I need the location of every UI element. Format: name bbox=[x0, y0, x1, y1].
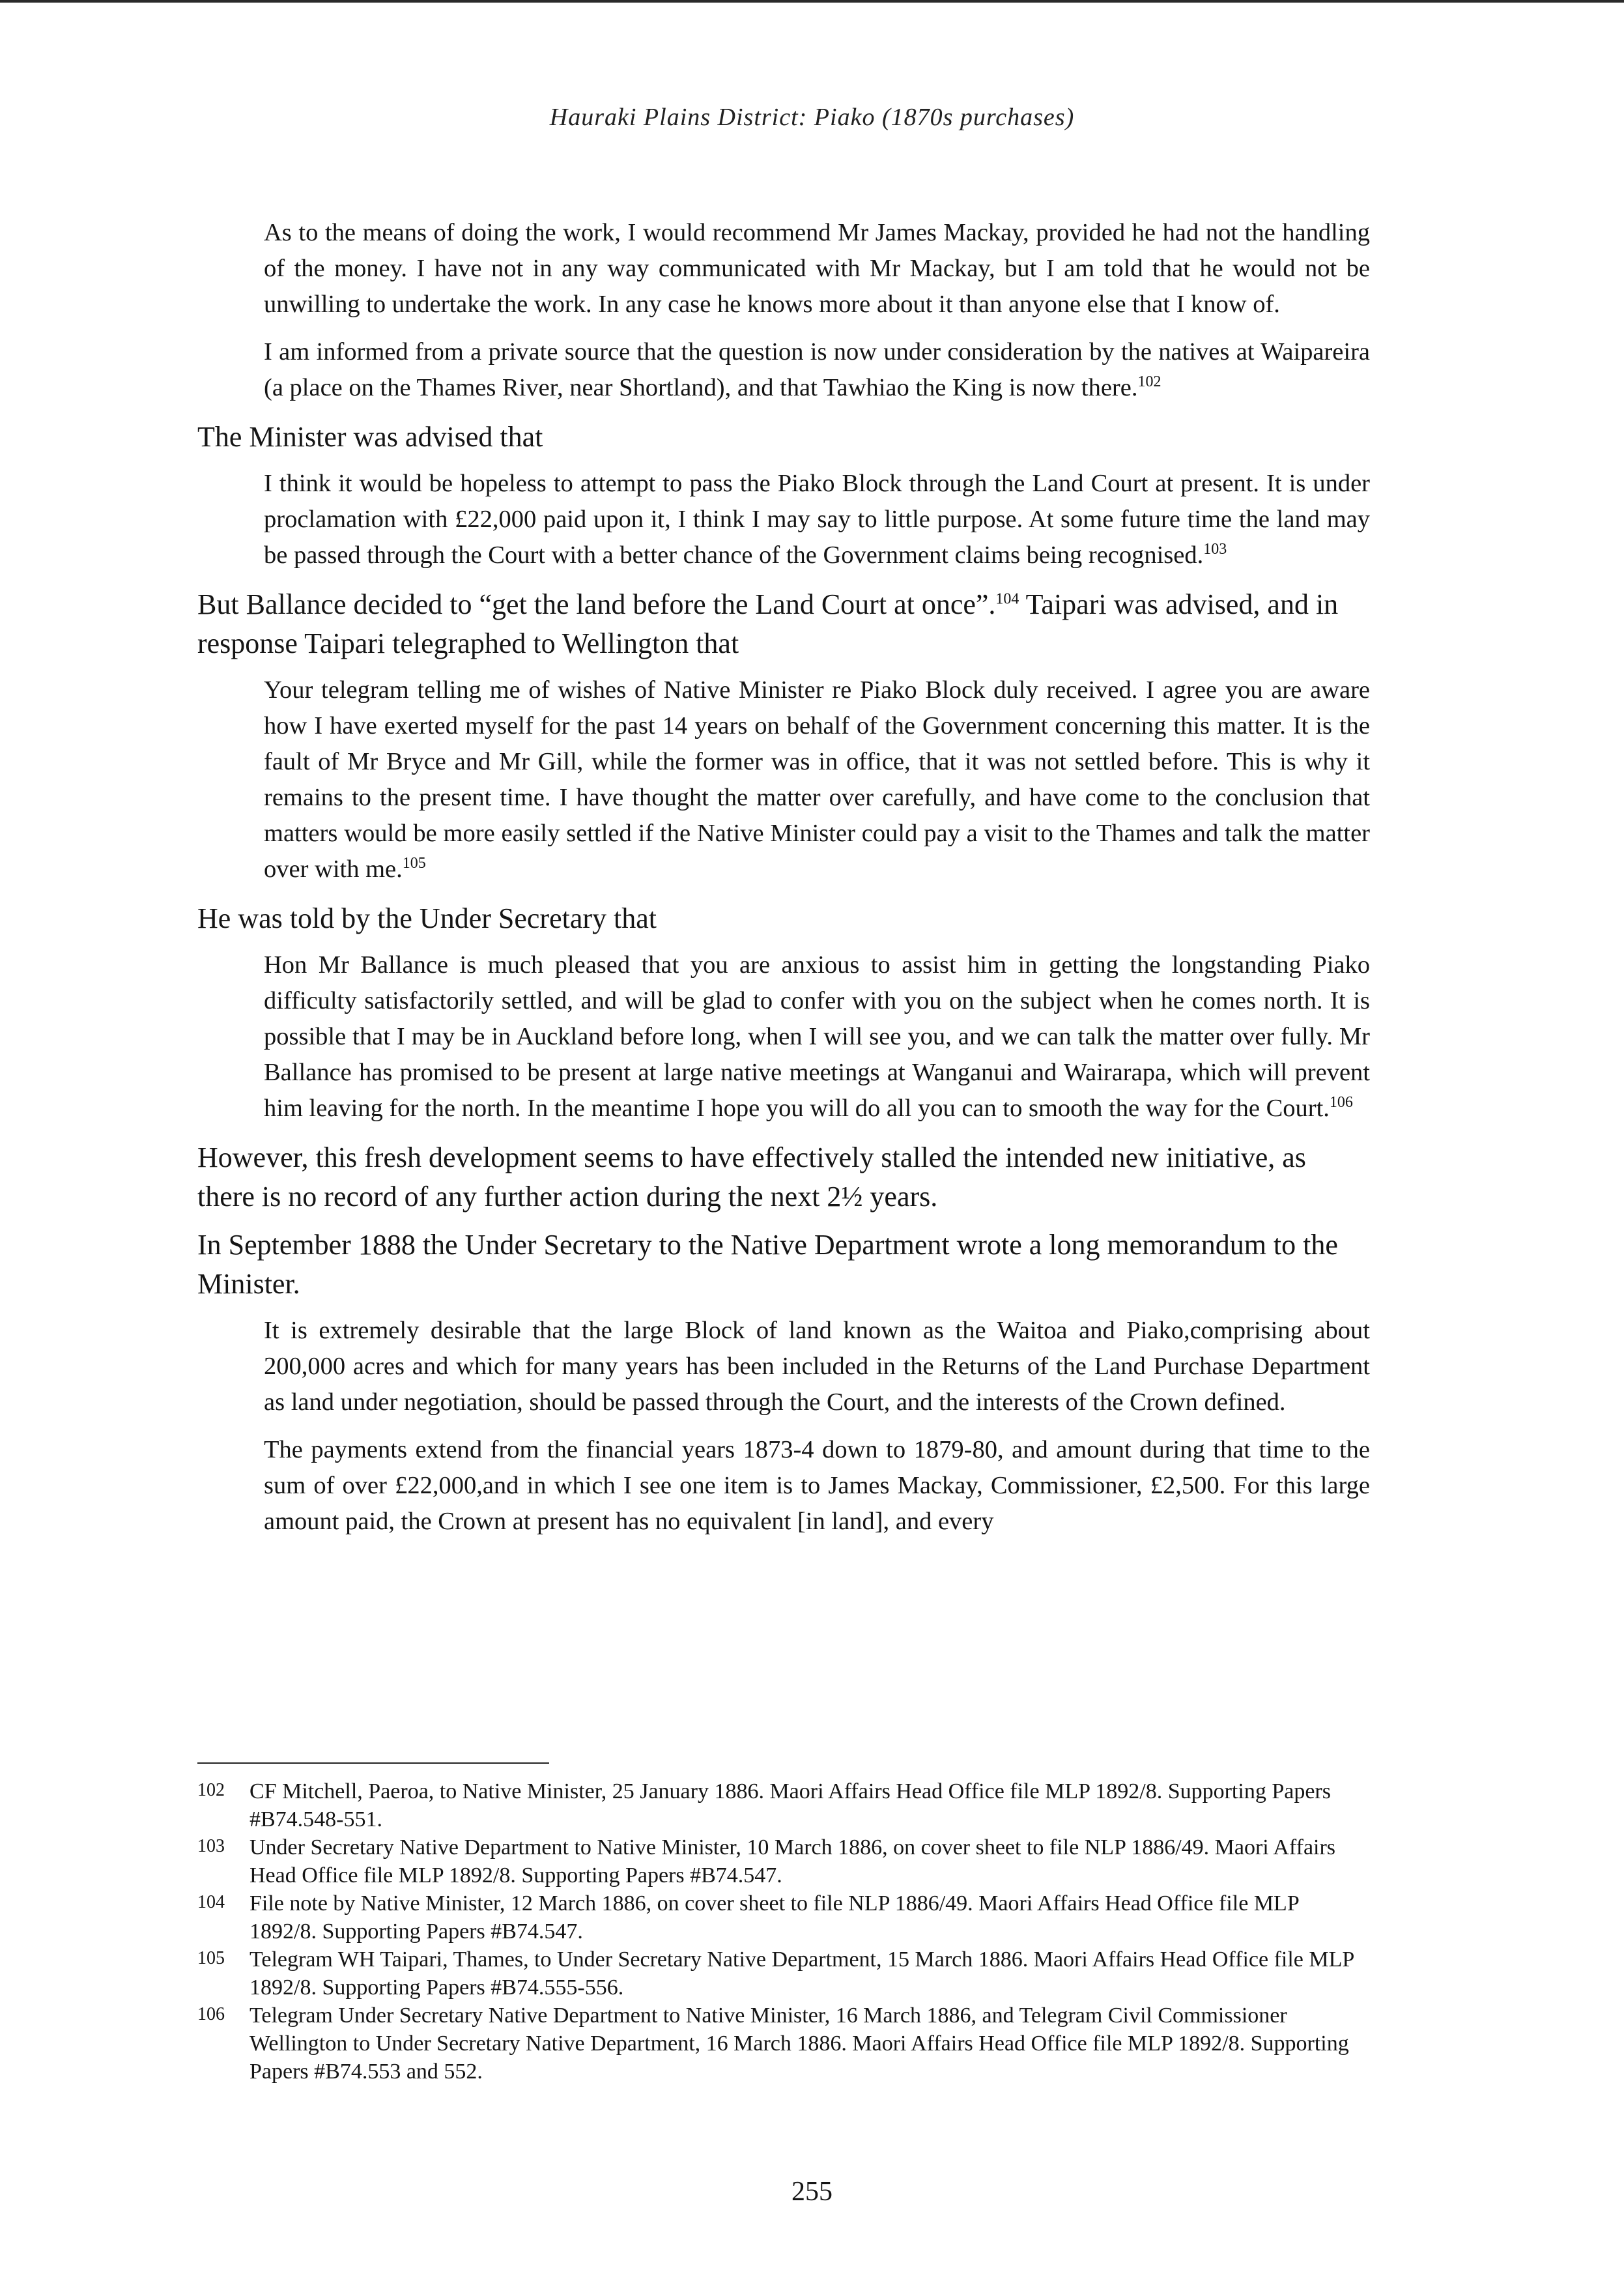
footnote-104 bbox=[197, 1889, 1370, 1946]
page-number: 255 bbox=[791, 2177, 833, 2207]
running-head: Hauraki Plains District: Piako (1870s purchases) bbox=[549, 104, 1075, 131]
quote-paragraph: Hon Mr Ballance is much pleased that you are anxious to assist him in getting the longstanding Piako difficulty satisfactorily settled, and will be glad to confer with you on the subject when he comes north. It is possible that I may be in Auckland before long, when I will see you, and we can talk the matter over fully. Mr Ballance has promised to be present at large native meetings at Wanganui and Wairarapa, which will prevent him leaving for the north. In the meantime I hope you will do all you can to smooth the way for the Court.$^{106}$ bbox=[264, 951, 1370, 1122]
quote-paragraph: I am informed from a private source that the question is now under consideration by the natives at Waipareira (a place on the Thames River, near Shortland), and that Tawhiao the King is now there.$^{102}$ bbox=[264, 338, 1370, 401]
paragraph: He was told by the Under Secretary that bbox=[197, 902, 657, 934]
footnote-text: Telegram Under Secretary Native Department to Native Minister, 16 March 1886, and Telegram Civil Commissioner Wellington to Under Secretary Native Department, 16 March 1886. Maori Affairs Head Office file MLP 1892/8. Supporting Papers #B74.553 and 552. bbox=[249, 2003, 1349, 2084]
footnotes bbox=[197, 1777, 1370, 2086]
footnote-ref[interactable]: 105 bbox=[402, 855, 426, 872]
paragraph: The Minister was advised that bbox=[197, 421, 543, 453]
footnote-text: Telegram WH Taipari, Thames, to Under Secretary Native Department, 15 March 1886. Maori Affairs Head Office file MLP 1892/8. Supporting Papers #B74.555-556. bbox=[249, 1947, 1354, 2000]
paragraph: In September 1888 the Under Secretary to the Native Department wrote a long memorandum to the Minister. bbox=[197, 1229, 1338, 1300]
body-text bbox=[197, 215, 1370, 1551]
footnote-text: File note by Native Minister, 12 March 1886, on cover sheet to file NLP 1886/49. Maori Affairs Head Office file MLP 1892/8. Supporting Papers #B74.547. bbox=[249, 1891, 1299, 1944]
footnote-ref[interactable]: 102 bbox=[1137, 373, 1161, 391]
footnote-number: 102 bbox=[197, 1780, 225, 1800]
quote-paragraph: The payments extend from the financial years 1873-4 down to 1879-80, and amount during that time to the sum of over £22,000,and in which I see one item is to James Mackay, Commissioner, £2,500. For this large amount paid, the Crown at present has no equivalent [in land], and every bbox=[264, 1436, 1370, 1535]
footnote-ref[interactable]: 106 bbox=[1329, 1094, 1353, 1112]
footnote-103 bbox=[197, 1833, 1370, 1889]
footnote-105 bbox=[197, 1946, 1370, 2002]
footnote-106 bbox=[197, 2002, 1370, 2086]
quote-paragraph: Your telegram telling me of wishes of Native Minister re Piako Block duly received. I agree you are aware how I have exerted myself for the past 14 years on behalf of the Government concerning this matter. It is the fault of Mr Bryce and Mr Gill, while the former was in office, that it was not settled before. This is why it remains to the present time. I have thought the matter over carefully, and have come to the conclusion that matters would be more easily settled if the Native Minister could pay a visit to the Thames and talk the matter over with me.$^{105}$ bbox=[264, 676, 1370, 883]
paragraph: But Ballance decided to “get the land before the Land Court at once”.$^{104}$ Taipari was advised, and in response Taipari telegraphed to Wellington that bbox=[197, 588, 1339, 659]
quote-paragraph: I think it would be hopeless to attempt to pass the Piako Block through the Land Court at present. It is under proclamation with £22,000 paid upon it, I think I may say to little purpose. At some future time the land may be passed through the Court with a better chance of the Government claims being recognised.$^{103}$ bbox=[264, 470, 1370, 569]
quote-paragraph: It is extremely desirable that the large Block of land known as the Waitoa and Piako,comprising about 200,000 acres and which for many years has been included in the Returns of the Land Purchase Department as land under negotiation, should be passed through the Court, and the interests of the Crown defined. bbox=[264, 1317, 1370, 1416]
top-border bbox=[0, 0, 1624, 3]
paragraph: However, this fresh development seems to have effectively stalled the intended new initiative, as there is no record of any further action during the next 2½ years. bbox=[197, 1142, 1306, 1213]
footnote-text: CF Mitchell, Paeroa, to Native Minister, 25 January 1886. Maori Affairs Head Office file MLP 1892/8. Supporting Papers #B74.548-551. bbox=[249, 1779, 1331, 1831]
footnote-number: 103 bbox=[197, 1836, 225, 1856]
footnote-divider bbox=[197, 1762, 549, 1764]
footnote-text: Under Secretary Native Department to Native Minister, 10 March 1886, on cover sheet to file NLP 1886/49. Maori Affairs Head Office file MLP 1892/8. Supporting Papers #B74.547. bbox=[249, 1835, 1336, 1888]
quote-paragraph: As to the means of doing the work, I would recommend Mr James Mackay, provided he had not the handling of the money. I have not in any way communicated with Mr Mackay, but I am told that he would not be unwilling to undertake the work. In any case he knows more about it than anyone else that I know of. bbox=[264, 219, 1370, 318]
footnote-number: 105 bbox=[197, 1948, 225, 1968]
footnote-ref[interactable]: 103 bbox=[1203, 541, 1227, 558]
footnote-number: 106 bbox=[197, 2004, 225, 2024]
footnote-ref[interactable]: 104 bbox=[995, 590, 1019, 608]
footnote-number: 104 bbox=[197, 1892, 225, 1912]
footnote-102 bbox=[197, 1777, 1370, 1833]
